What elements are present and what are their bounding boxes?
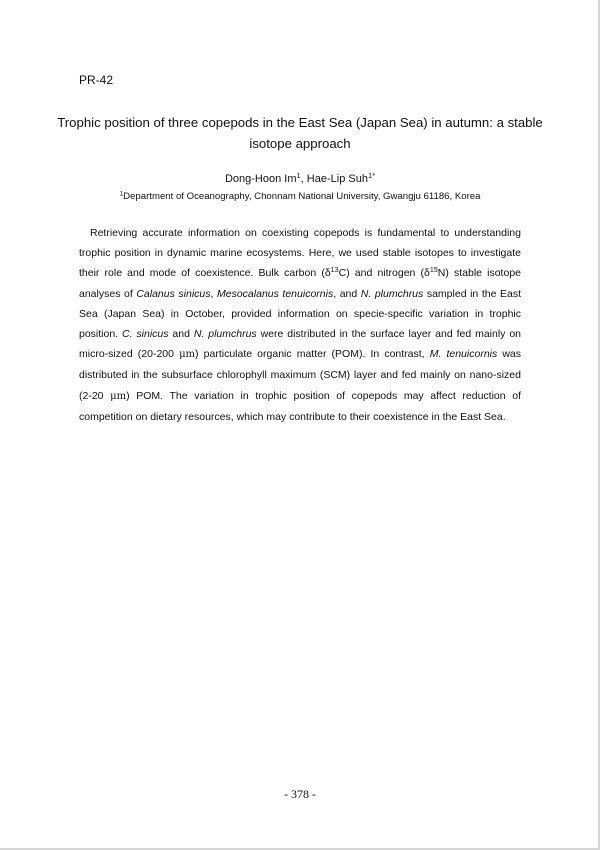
author-name: Hae-Lip Suh	[306, 173, 368, 185]
paper-code: PR-42	[79, 73, 114, 87]
unit-micrometer: μm	[110, 390, 127, 402]
unit-micrometer: μm	[179, 349, 196, 361]
abstract-text: and	[168, 328, 194, 341]
abstract-text: N) stable isotope analyses of	[79, 267, 521, 300]
abstract-text: ) particulate organic matter (POM). In contrast,	[195, 348, 430, 361]
author-separator: ,	[300, 173, 307, 185]
author-affiliation-mark: 1*	[367, 170, 376, 180]
affiliation-mark: 1	[119, 190, 124, 198]
abstract-text: ) POM. The variation in trophic position of copepods may affect reduction of competition on dietary resources, which may contribute to their coexistence in the East Sea.	[79, 389, 521, 423]
paper-title: Trophic position of three copepods in the East Sea (Japan Sea) in autumn: a stable isotope approach	[57, 115, 543, 151]
abstract-text: sampled in the East Sea (Japan Sea) in October, provided information on specie-specific variation in trophic position.	[79, 287, 521, 341]
page-number: - 378 -	[284, 787, 316, 801]
author-line	[0, 170, 600, 185]
species-name: C. sinicus	[122, 328, 169, 341]
affiliation-text: Department of Oceanography, Chonnam National University, Gwangju 61186, Korea	[123, 191, 481, 202]
species-name: N. plumchrus	[360, 287, 424, 300]
abstract-paragraph	[79, 223, 521, 427]
author-affiliation-mark: 1	[296, 170, 301, 180]
abstract-text: was distributed in the subsurface chlorophyll maximum (SCM) layer and fed mainly on nano-sized (2-20	[79, 348, 522, 402]
abstract-text: C) and nitrogen (δ	[338, 267, 430, 280]
species-name: N. plumchrus	[193, 328, 257, 341]
species-name: Calanus sinicus	[136, 287, 211, 300]
species-name: M. tenuicornis	[429, 348, 498, 361]
species-name: Mesocalanus tenuicornis	[217, 287, 334, 300]
abstract-text: were distributed in the surface layer and fed mainly on micro-sized (20-200	[79, 328, 521, 361]
affiliation-line	[0, 191, 600, 202]
isotope-mass-number: 15	[429, 266, 438, 275]
abstract-text: Retrieving accurate information on coexisting copepods is fundamental to understanding trophic position in dynamic marine ecosystems. Here, we used stable isotopes to investigate their role and mode of coexistence. Bulk carbon (δ	[79, 227, 521, 280]
abstract-text: ,	[210, 287, 217, 300]
abstract-text: , and	[333, 287, 361, 300]
author-name: Dong-Hoon Im	[224, 173, 297, 185]
isotope-mass-number: 13	[330, 266, 339, 275]
